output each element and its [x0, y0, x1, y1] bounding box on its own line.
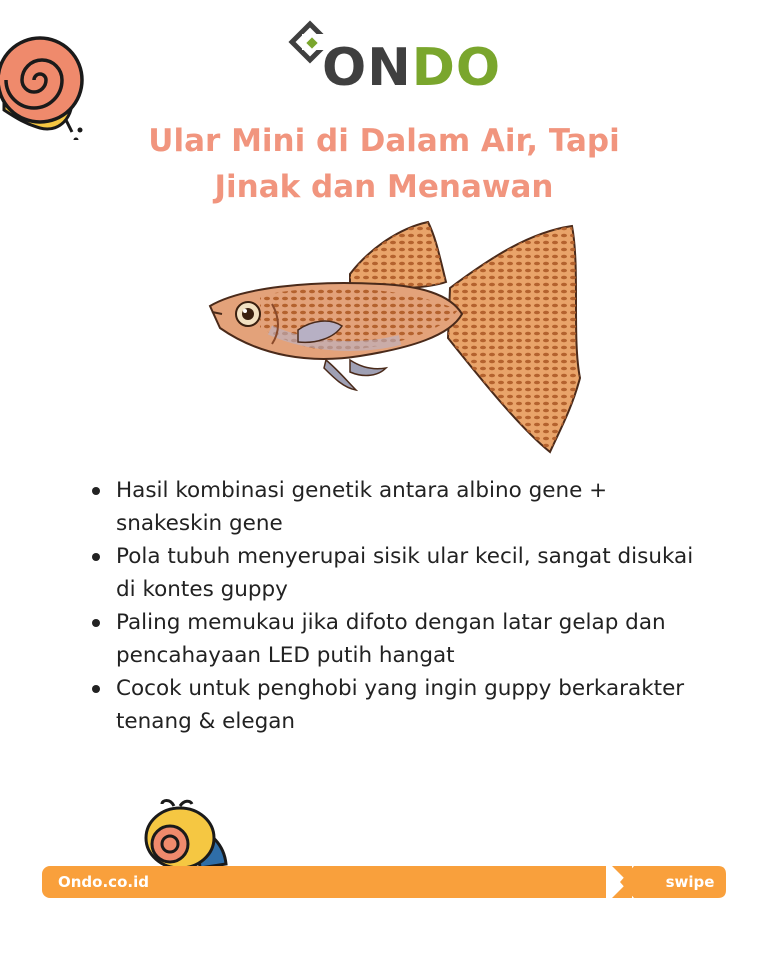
title-line-1: Ular Mini di Dalam Air, Tapi	[148, 123, 620, 159]
logo-text-do: DO	[411, 38, 502, 98]
ondo-logo	[288, 20, 502, 100]
list-item: Cocok untuk penghobi yang ingin guppy berkarakter tenang & elegan	[88, 672, 718, 738]
snail-icon	[140, 798, 232, 870]
list-item: Paling memukau jika difoto dengan latar gelap dan pencahayaan LED putih hangat	[88, 606, 718, 672]
logo-wordmark	[322, 38, 501, 98]
guppy-fish-illustration	[200, 218, 590, 458]
list-item: Hasil kombinasi genetik antara albino gene + snakeskin gene	[88, 474, 718, 540]
page-title	[84, 118, 684, 210]
list-item: Pola tubuh menyerupai sisik ular kecil, sangat disukai di kontes guppy	[88, 540, 718, 606]
title-line-2: Jinak dan Menawan	[214, 169, 554, 205]
footer-site-link[interactable]: Ondo.co.id	[58, 873, 149, 891]
logo-text-on: ON	[322, 38, 412, 98]
snail-icon	[0, 22, 92, 140]
feature-list	[88, 474, 718, 738]
swipe-button[interactable]: swipe	[665, 873, 715, 891]
